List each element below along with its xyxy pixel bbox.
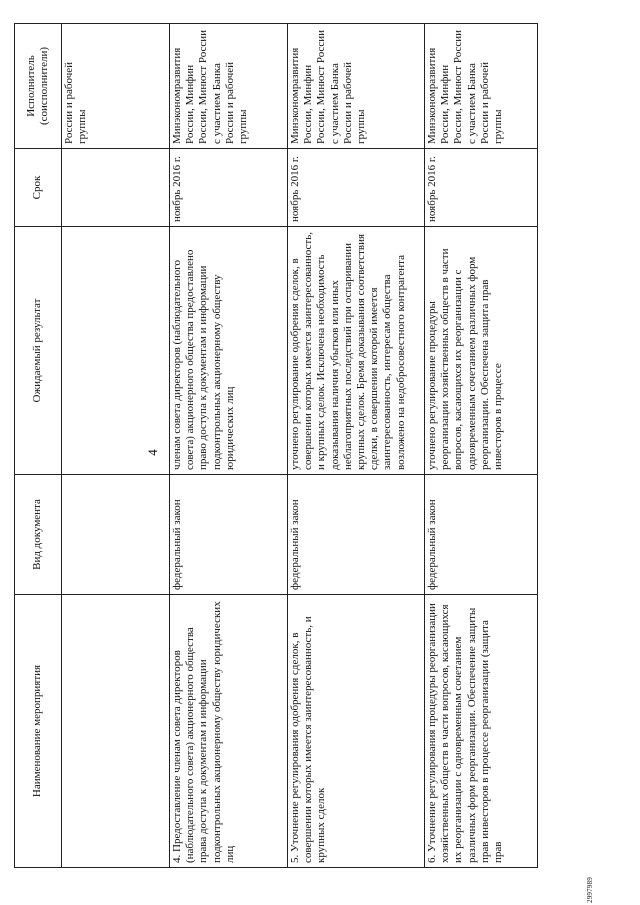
cell-deadline: ноябрь 2016 г. xyxy=(288,149,425,227)
header-row xyxy=(15,24,62,868)
cell-doc-type: федеральный закон xyxy=(425,475,538,595)
cell-result xyxy=(62,227,170,475)
header-name: Наименование мероприятия xyxy=(15,595,62,868)
cell-deadline: ноябрь 2016 г. xyxy=(170,149,288,227)
cell-result: уточнено регулирование процедуры реорганизации хозяйственных обществ в части вопросов, касающихся их реорганизации с одновременным сочетанием различных форм реорганизации. Обеспечена защита прав инвесторов в процессе xyxy=(425,227,538,475)
cell-executor: России и рабочей группы xyxy=(62,24,170,149)
cell-name: 5. Уточнение регулирования одобрения сделок, в совершении которых имеется заинтересованность, и крупных сделок xyxy=(288,595,425,868)
table-row xyxy=(425,24,538,868)
header-deadline: Срок xyxy=(15,149,62,227)
cell-doc-type xyxy=(62,475,170,595)
page-number: 4 xyxy=(145,449,160,456)
cell-name xyxy=(62,595,170,868)
measures-table xyxy=(14,23,538,868)
cell-executor: Минэкономразвития России, Минфин России, Минюст России с участием Банка России и рабочей группы xyxy=(170,24,288,149)
table-row xyxy=(170,24,288,868)
cell-result: уточнено регулирование одобрения сделок, в совершении которых имеется заинтересованность, и крупных сделок. Исключена необходимость доказывания наличия убытков или иных неблагоприятных последствий при оспаривании крупных сделок. Бремя доказывания соответствия сделки, в совершении которой имеется заинтересованность, интересам общества возложено на недобросовестного контрагента xyxy=(288,227,425,475)
cell-name: 6. Уточнение регулирования процедуры реорганизации хозяйственных обществ в части вопросов, касающихся их реорганизации с одновременным сочетанием различных форм реорганизации. Обеспечение защиты прав инвесторов в процессе реорганизации (защита прав xyxy=(425,595,538,868)
cell-executor: Минэкономразвития России, Минфин России, Минюст России с участием Банка России и рабочей группы xyxy=(425,24,538,149)
header-executor: Исполнитель (соисполнители) xyxy=(15,24,62,149)
table-row xyxy=(288,24,425,868)
cell-executor: Минэкономразвития России, Минфин России, Минюст России с участием Банка России и рабочей группы xyxy=(288,24,425,149)
cell-doc-type: федеральный закон xyxy=(288,475,425,595)
cell-result: членам совета директоров (наблюдательного совета) акционерного общества предоставлено право доступа к документам и информации подконтрольных акционерному обществу юридических лиц xyxy=(170,227,288,475)
cell-deadline: ноябрь 2016 г. xyxy=(425,149,538,227)
table-row xyxy=(62,24,170,868)
header-doc-type: Вид документа xyxy=(15,475,62,595)
cell-deadline xyxy=(62,149,170,227)
document-id: 2997989 xyxy=(586,877,594,903)
header-result: Ожидаемый результат xyxy=(15,227,62,475)
cell-doc-type: федеральный закон xyxy=(170,475,288,595)
cell-name: 4. Предоставление членам совета директоров (наблюдательного совета) акционерного общества права доступа к документам и информации подконтрольных акционерному обществу юридических лиц xyxy=(170,595,288,868)
